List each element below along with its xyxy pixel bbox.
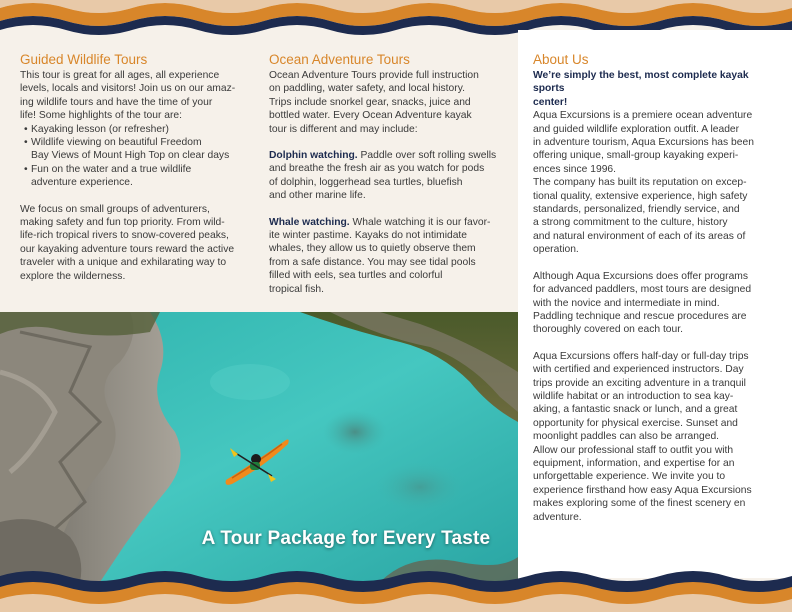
guided-wildlife-column — [20, 52, 258, 283]
photo-caption: A Tour Package for Every Taste — [201, 528, 491, 549]
guided-wildlife-title: Guided Wildlife Tours — [20, 52, 148, 67]
about-us-paragraph-1: Aqua Excursions is a premiere ocean adventure and guided wildlife exploration outfit. A leader in adventure tourism, Aqua Excursions has been offering unique, small-group kayaking experi- ences since 1996. The company has built its reputation on excep- tional quality, extensive experience, high safety standards, personalized, friendly service, and a strong commitment to the culture, history and natural environment of each of its areas of operation. — [533, 110, 754, 256]
bullet-item: • Kayaking lesson (or refresher) — [24, 123, 169, 135]
ocean-adventure-column — [269, 52, 509, 296]
about-us-tagline: We’re simply the best, most complete kayak sports center! — [533, 70, 749, 108]
about-us-paragraph-3: Aqua Excursions offers half-day or full-day trips with certified and experienced instructors. Day trips provide an exciting adventure in a tranquil wildlife habitat or an introduction to sea kay- aking, a fantastic snack or lunch, and a great opportunity for physical exercise. Sunset and moonlight paddles can also be arranged. Allow our professional staff to outfit you with equipment, information, and expertise for an unforgettable experience. We invite you to experience firsthand how easy Aqua Excursions makes exploring some of the finest scenery en adventure. — [533, 350, 752, 523]
dolphin-watching-paragraph: Dolphin watching. Paddle over soft rolling swells and breathe the fresh air as you watch for pods of dolphin, loggerhead sea turtles, bluefish and other marine life. — [269, 150, 497, 202]
bullet-icon: • — [24, 123, 28, 135]
about-us-title: About Us — [533, 52, 589, 67]
whale-watching-lead: Whale watching. — [269, 216, 350, 228]
ocean-adventure-title: Ocean Adventure Tours — [269, 52, 410, 67]
about-us-column — [533, 52, 777, 524]
ocean-adventure-intro: Ocean Adventure Tours provide full instruction on paddling, water safety, and local history. Trips include snorkel gear, snacks, juice and bottled water. Every Ocean Adventure kayak tour is different and may include: — [269, 70, 479, 135]
dolphin-watching-lead: Dolphin watching. — [269, 150, 358, 162]
bullet-item: • Fun on the water and a true wildlife adventure experience. — [24, 163, 192, 189]
guided-wildlife-paragraph-2: We focus on small groups of adventurers, making safety and fun top priority. From wild- life-rich tropical rivers to snow-covered peaks, our kayaking adventure tours reward the active traveler with a unique and exhilarating way to explore the wilderness. — [20, 203, 235, 282]
guided-wildlife-intro: This tour is great for all ages, all experience levels, locals and visitors! Join us on our amaz- ing wildlife tours and have the time of your life! Some highlights of the tour are: — [20, 70, 236, 122]
about-us-paragraph-2: Although Aqua Excursions does offer programs for advanced paddlers, most tours are designed with the novice and intermediate in mind. Paddling technique and rescue procedures are thoroughly covered on each tour. — [533, 270, 752, 336]
bullet-icon: • — [24, 163, 28, 175]
bottom-wave-border — [0, 566, 792, 612]
bullet-icon: • — [24, 137, 28, 149]
whale-watching-paragraph: Whale watching. Whale watching it is our favor- ite winter pastime. Kayaks do not intimidate whales, they allow us to quietly observe them from a safe distance. You may see tidal pools filled with eels, sea turtles and colorful tropical fish. — [269, 216, 491, 295]
bullet-item: • Wildlife viewing on beautiful Freedom Bay Views of Mount High Top on clear days — [24, 137, 230, 162]
